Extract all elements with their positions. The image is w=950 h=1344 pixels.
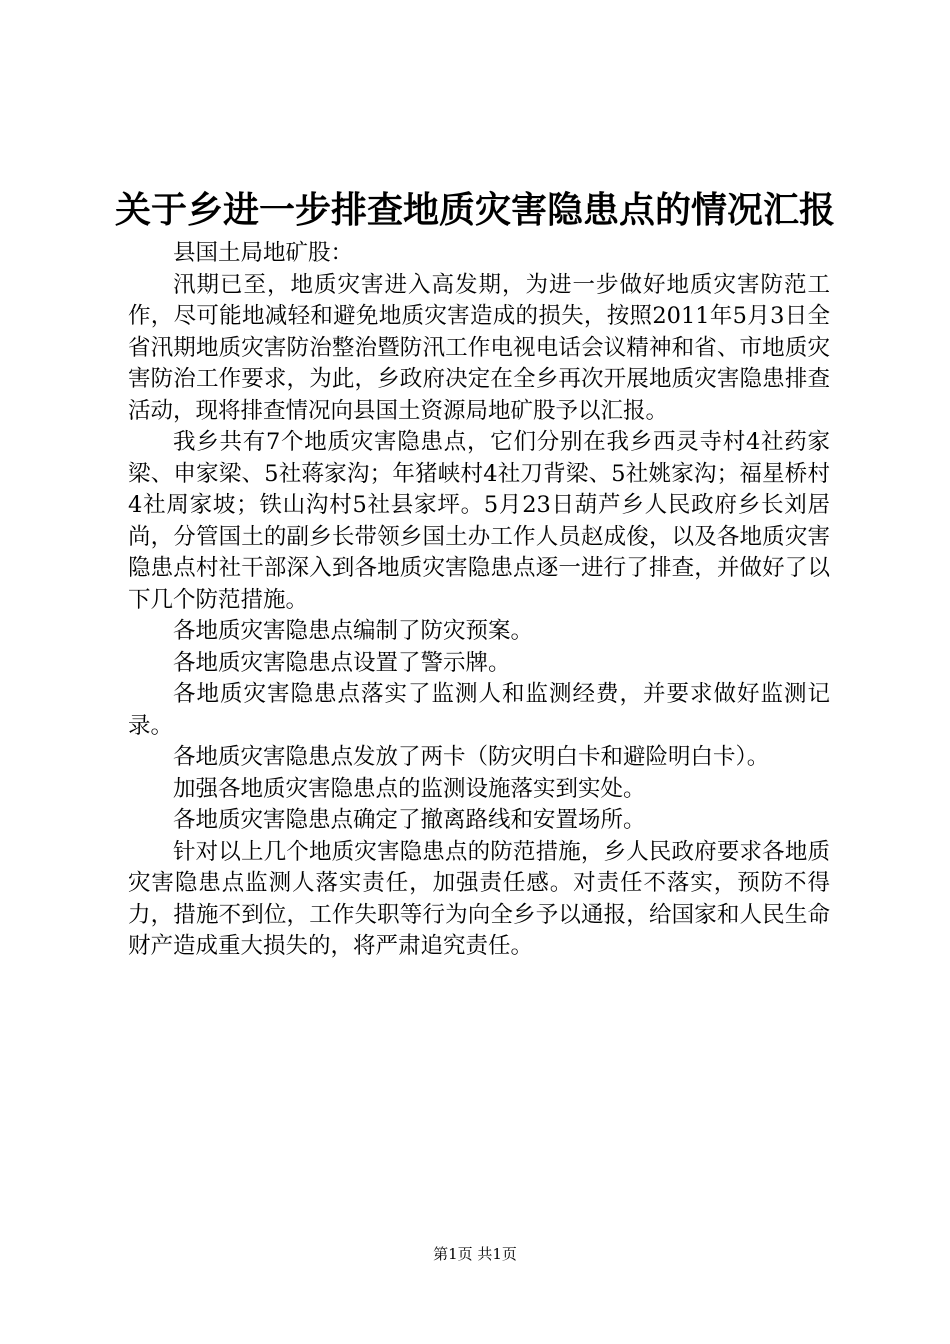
measure-item: 加强各地质灾害隐患点的监测设施落实到实处。: [173, 775, 646, 802]
page-title: 关于乡进一步排查地质灾害隐患点的情况汇报: [114, 189, 835, 231]
measure-item: 各地质灾害隐患点发放了两卡（防灾明白卡和避险明白卡）。: [173, 744, 770, 770]
measure-item: 各地质灾害隐患点确定了撤离路线和安置场所。: [173, 807, 646, 833]
page-number: 第1页 共1页: [433, 1245, 517, 1263]
measure-item: 各地质灾害隐患点编制了防灾预案。: [173, 618, 534, 644]
salutation: 县国土局地矿股：: [173, 240, 354, 266]
measure-item: 各地质灾害隐患点落实了监测人和监测经费，并要求做好监测记录。: [128, 681, 830, 739]
document-body: [128, 238, 830, 963]
paragraph-conclusion: 针对以上几个地质灾害隐患点的防范措施，乡人民政府要求各地质灾害隐患点监测人落实责任，加强责任感。对责任不落实，预防不得力，措施不到位，工作失职等行为向全乡予以通报，给国家和人民生命财产造成重大损失的，将严肃追究责任。: [128, 838, 830, 959]
measure-item: 各地质灾害隐患点设置了警示牌。: [173, 649, 511, 676]
paragraph-intro: 汛期已至，地质灾害进入高发期，为进一步做好地质灾害防范工作，尽可能地减轻和避免地质灾害造成的损失，按照2011年5月3日全省汛期地质灾害防治整治暨防汛工作电视电话会议精神和省、市地质灾害防治工作要求，为此，乡政府决定在全乡再次开展地质灾害隐患排查活动，现将排查情况向县国土资源局地矿股予以汇报。: [128, 271, 830, 424]
paragraph-hazard-points: 我乡共有7个地质灾害隐患点，它们分别在我乡西灵寺村4社药家梁、申家梁、5社蒋家沟；年猪峡村4社刀背梁、5社姚家沟；福星桥村4社周家坡；铁山沟村5社县家坪。5月23日葫芦乡人民政府乡长刘居尚，分管国土的副乡长带领乡国土办工作人员赵成俊，以及各地质灾害隐患点村社干部深入到各地质灾害隐患点逐一进行了排查，并做好了以下几个防范措施。: [128, 429, 830, 613]
